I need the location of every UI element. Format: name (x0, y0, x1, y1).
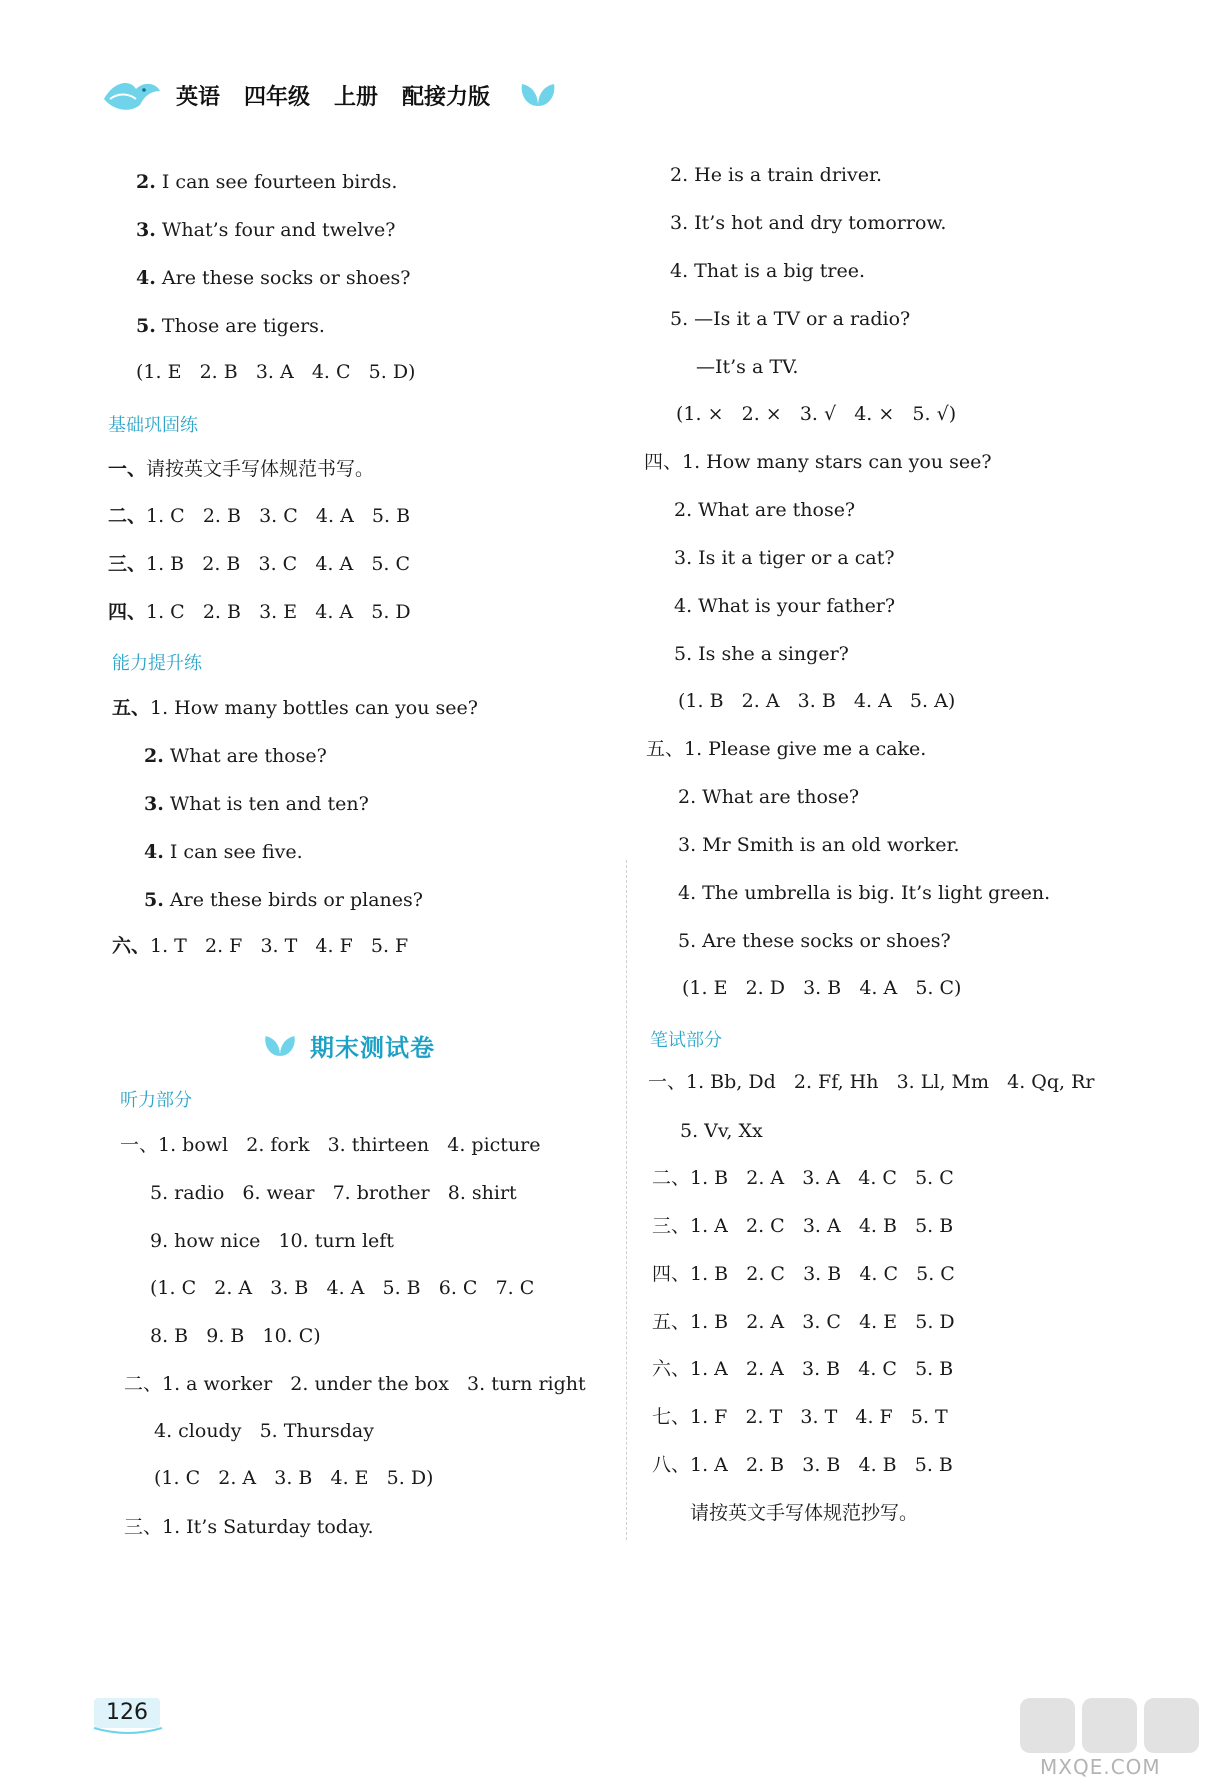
answer-line: 四、1. B 2. C 3. B 4. C 5. C (652, 1263, 955, 1285)
answer-line: 5. radio 6. wear 7. brother 8. shirt (150, 1182, 517, 1204)
answer-line: (1. × 2. × 3. √ 4. × 5. √) (676, 403, 957, 425)
answer-line: 5. Are these socks or shoes? (678, 930, 951, 952)
answer-line: 3. Mr Smith is an old worker. (678, 834, 960, 856)
answer-line: 4. What is your father? (674, 595, 896, 617)
section-label-advanced: 能力提升练 (112, 653, 202, 674)
answer-key-line: (1. E 2. B 3. A 4. C 5. D) (136, 361, 416, 383)
answer-line: (1. B 2. A 3. B 4. A 5. A) (678, 690, 956, 712)
section-label-written: 笔试部分 (650, 1030, 722, 1051)
column-divider (626, 860, 627, 1540)
list-item: 四、1. C 2. B 3. E 4. A 5. D (108, 601, 411, 623)
answer-line: 三、1. A 2. C 3. A 4. B 5. B (652, 1215, 954, 1237)
answer-line: 三、1. It’s Saturday today. (124, 1516, 374, 1538)
grade-label: 四年级 (244, 84, 311, 110)
page-number: 126 (106, 1700, 148, 1725)
answer-line: (1. C 2. A 3. B 4. A 5. B 6. C 7. C (150, 1277, 535, 1299)
answer-line: 4. The umbrella is big. It’s light green. (678, 882, 1051, 904)
subject-label: 英语 (176, 84, 221, 110)
list-item: 5. Are these birds or planes? (144, 889, 423, 911)
list-item: 五、1. How many bottles can you see? (112, 697, 478, 719)
section-label-basic: 基础巩固练 (108, 415, 198, 436)
volume-label: 上册 (334, 84, 379, 110)
bird-icon (100, 75, 162, 115)
exam-title (262, 1028, 435, 1063)
list-item: 二、1. C 2. B 3. C 4. A 5. B (108, 505, 411, 527)
list-item: 2. What are those? (144, 745, 327, 767)
answer-line: 一、1. bowl 2. fork 3. thirteen 4. picture (120, 1134, 541, 1156)
answer-line: 五、1. B 2. A 3. C 4. E 5. D (652, 1311, 955, 1333)
answer-line: 五、1. Please give me a cake. (646, 738, 927, 760)
answer-line: 一、1. Bb, Dd 2. Ff, Hh 3. Ll, Mm 4. Qq, Rr (648, 1071, 1095, 1093)
list-item: 3. What is ten and ten? (144, 793, 369, 815)
list-item: 六、1. T 2. F 3. T 4. F 5. F (112, 935, 409, 957)
watermark-text: MXQE.COM (1040, 1755, 1161, 1779)
answer-line: 5. Vv, Xx (680, 1120, 763, 1142)
answer-line: 3. Is it a tiger or a cat? (674, 547, 895, 569)
list-item: 3. What’s four and twelve? (136, 219, 396, 241)
answer-line: 4. cloudy 5. Thursday (154, 1420, 374, 1442)
answer-line: 9. how nice 10. turn left (150, 1230, 394, 1252)
instruction-line: 请按英文手写体规范抄写。 (690, 1502, 919, 1524)
answer-line: 八、1. A 2. B 3. B 4. B 5. B (652, 1454, 953, 1476)
answer-line: 六、1. A 2. A 3. B 4. C 5. B (652, 1358, 954, 1380)
answer-line: 二、1. B 2. A 3. A 4. C 5. C (652, 1167, 954, 1189)
answer-line: —It’s a TV. (696, 356, 799, 378)
leaf-icon (518, 82, 558, 108)
list-item: 4. Are these socks or shoes? (136, 267, 411, 289)
answer-line: 二、1. a worker 2. under the box 3. turn right (124, 1373, 586, 1395)
page-header (100, 70, 558, 120)
answer-line: 七、1. F 2. T 3. T 4. F 5. T (652, 1406, 948, 1428)
exam-title-text: 期末测试卷 (310, 1034, 435, 1062)
answer-line: 5. Is she a singer? (674, 643, 849, 665)
answer-line: 2. He is a train driver. (670, 164, 882, 186)
list-item: 5. Those are tigers. (136, 315, 325, 337)
list-item: 一、请按英文手写体规范书写。 (108, 458, 375, 480)
answer-line: (1. C 2. A 3. B 4. E 5. D) (154, 1467, 434, 1489)
answer-line: 5. —Is it a TV or a radio? (670, 308, 911, 330)
answer-line: 四、1. How many stars can you see? (644, 451, 992, 473)
list-item: 4. I can see five. (144, 841, 303, 863)
answer-line: 2. What are those? (678, 786, 860, 808)
list-item: 三、1. B 2. B 3. C 4. A 5. C (108, 553, 411, 575)
list-item: 2. I can see fourteen birds. (136, 171, 398, 193)
answer-line: 3. It’s hot and dry tomorrow. (670, 212, 947, 234)
answer-line: 8. B 9. B 10. C) (150, 1325, 321, 1347)
answer-line: 2. What are those? (674, 499, 856, 521)
leaf-icon (262, 1033, 298, 1059)
section-label-listening: 听力部分 (120, 1090, 192, 1111)
answer-line: 4. That is a big tree. (670, 260, 866, 282)
answer-line: (1. E 2. D 3. B 4. A 5. C) (682, 977, 962, 999)
edition-label: 配接力版 (402, 84, 491, 110)
